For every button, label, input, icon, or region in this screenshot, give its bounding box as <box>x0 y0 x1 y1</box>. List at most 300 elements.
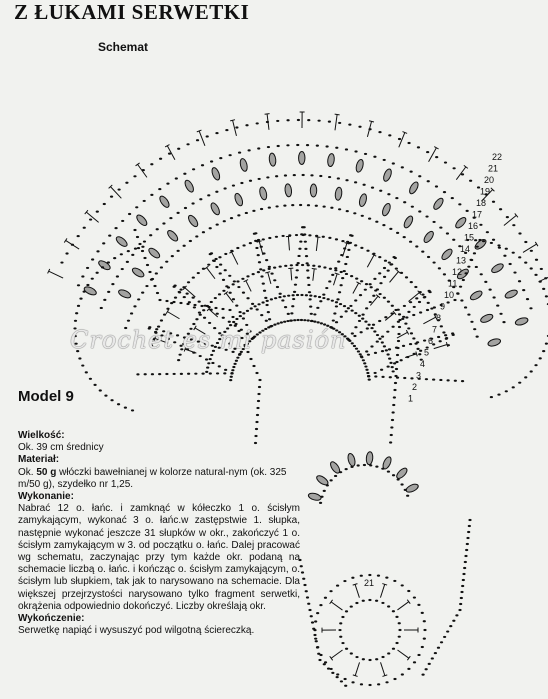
bottom-motif-arc <box>345 468 348 470</box>
chain-arc <box>307 319 310 321</box>
chain-arc <box>235 360 238 362</box>
chain-arc <box>346 210 349 212</box>
chain-arc <box>383 159 386 161</box>
bottom-chain <box>306 596 309 598</box>
lobe-line <box>456 292 459 294</box>
bottom-motif-ring <box>341 642 344 644</box>
lobe-arc <box>539 357 542 359</box>
chain-arc <box>293 174 296 176</box>
chain-lattice <box>223 372 226 374</box>
chain-lattice <box>369 283 372 285</box>
chain-lattice <box>224 269 227 271</box>
lobe-line <box>249 358 252 360</box>
chain-arc <box>121 220 124 222</box>
bobble-stitch <box>440 247 454 261</box>
bottom-motif-ring <box>421 612 424 614</box>
bottom-chain <box>301 571 304 573</box>
chain-arc <box>225 129 228 131</box>
chain-arc <box>248 149 251 151</box>
lobe-arc <box>117 403 120 405</box>
bottom-chain <box>452 620 455 622</box>
bobble-stitch <box>358 193 368 207</box>
chain-lattice <box>400 359 403 361</box>
chain-arc <box>137 247 140 249</box>
chain-arc <box>354 312 357 314</box>
chain-arc <box>358 315 361 317</box>
chain-lattice <box>265 259 268 261</box>
chain-arc <box>466 210 469 212</box>
lobe-line <box>392 404 395 406</box>
chain-lattice <box>336 298 339 300</box>
double-crochet <box>226 293 233 303</box>
bobble-stitch <box>469 289 483 301</box>
chain-lattice <box>350 235 353 237</box>
chain-lattice <box>381 336 384 338</box>
chain-arc <box>209 358 212 360</box>
chain-arc <box>489 289 492 291</box>
chain-lattice <box>201 372 204 374</box>
bobble-stitch <box>382 168 393 182</box>
chain-arc <box>438 267 441 269</box>
chain-arc <box>111 283 114 285</box>
chain-lattice <box>439 379 442 381</box>
chain-lattice <box>346 256 349 258</box>
chain-arc <box>283 205 286 207</box>
double-crochet <box>390 272 399 283</box>
bottom-chain <box>460 591 463 593</box>
lobe-line <box>234 323 237 325</box>
bottom-chain <box>466 543 469 545</box>
chain-lattice <box>219 263 222 265</box>
chain-arc <box>222 290 225 292</box>
chain-arc <box>371 186 374 188</box>
chain-arc <box>277 145 280 147</box>
bottom-motif-ring <box>398 629 401 631</box>
chain-arc <box>310 174 313 176</box>
lobe-line <box>136 236 139 238</box>
chain-arc <box>410 171 413 173</box>
bottom-motif-ring <box>351 681 354 683</box>
chain-lattice <box>235 305 238 307</box>
double-crochet <box>408 293 419 302</box>
chain-arc <box>379 190 382 192</box>
row-number-label: 9 <box>440 301 446 312</box>
lobe-line <box>256 407 259 409</box>
chain-arc <box>307 264 310 266</box>
chain-arc <box>232 321 235 323</box>
chain-lattice <box>388 261 391 263</box>
chain-arc <box>359 353 362 355</box>
bottom-chain <box>305 590 308 592</box>
chain-arc <box>307 119 310 121</box>
bottom-motif-ring <box>314 620 317 622</box>
chain-arc <box>299 204 302 206</box>
chain-arc <box>262 269 265 271</box>
chain-arc <box>309 295 312 297</box>
chain-arc <box>296 144 299 146</box>
lobe-arc <box>104 394 107 396</box>
lobe-line <box>405 316 408 318</box>
chain-lattice <box>276 286 279 288</box>
chain-arc <box>219 157 222 159</box>
chain-arc <box>187 281 190 283</box>
chain-lattice <box>347 339 350 341</box>
bottom-chain <box>315 640 318 642</box>
bobble-stitch <box>310 184 316 197</box>
chain-lattice <box>144 373 147 375</box>
chain-lattice <box>425 378 428 380</box>
chain-lattice <box>461 380 464 382</box>
chain-lattice <box>359 294 362 296</box>
bottom-chain <box>460 597 463 599</box>
chain-arc <box>242 244 245 246</box>
edge-stitch <box>138 164 147 177</box>
chain-lattice <box>390 263 393 265</box>
chain-lattice <box>361 314 364 316</box>
chain-lattice <box>415 297 418 299</box>
chain-arc <box>233 363 236 365</box>
chain-lattice <box>225 285 228 287</box>
bottom-motif-ring <box>345 648 348 650</box>
chain-arc <box>499 313 502 315</box>
chain-arc <box>300 294 303 296</box>
chain-arc <box>229 154 232 156</box>
chain-arc <box>133 175 136 177</box>
bottom-chain <box>466 537 469 539</box>
lobe-arc <box>134 248 137 250</box>
chain-arc <box>522 289 525 291</box>
chain-arc <box>360 247 363 249</box>
chain-arc <box>160 319 163 321</box>
chain-arc <box>373 156 376 158</box>
chain-lattice <box>297 255 300 257</box>
chain-arc <box>286 119 289 121</box>
chain-arc <box>409 241 412 243</box>
chain-arc <box>348 124 351 126</box>
chain-lattice <box>294 284 297 286</box>
bottom-motif-ring <box>393 678 396 680</box>
chain-lattice <box>344 263 347 265</box>
chain-arc <box>376 334 379 336</box>
chain-arc <box>368 379 371 381</box>
chain-arc <box>415 245 418 247</box>
chain-arc <box>364 321 367 323</box>
lobe-arc <box>534 364 537 366</box>
bottom-motif-ring <box>339 622 342 624</box>
chain-arc <box>362 359 365 361</box>
chain-arc <box>382 224 385 226</box>
chain-arc <box>416 348 419 350</box>
chain-arc <box>174 297 177 299</box>
chain-arc <box>257 303 260 305</box>
bottom-motif-ring <box>343 678 346 680</box>
bottom-motif-ring <box>336 584 339 586</box>
lobe-arc <box>107 261 110 263</box>
bottom-chain <box>327 667 330 669</box>
chain-lattice <box>439 340 442 342</box>
lobe-arc <box>74 320 77 322</box>
chain-arc <box>479 224 482 226</box>
chain-arc <box>121 268 124 270</box>
bottom-motif-ring <box>413 661 416 663</box>
lobe-arc <box>524 376 527 378</box>
lobe-line <box>470 259 473 261</box>
chain-lattice <box>309 298 312 300</box>
chain-lattice <box>299 240 302 242</box>
chain-arc <box>145 285 148 287</box>
chain-arc <box>401 166 404 168</box>
chain-arc <box>189 240 192 242</box>
chain-lattice <box>186 293 189 295</box>
chain-lattice <box>372 324 375 326</box>
chain-arc <box>366 250 369 252</box>
row-number-label: 1 <box>408 393 414 404</box>
edge-stitch <box>429 148 437 162</box>
bobble-stitch <box>158 195 171 209</box>
chain-arc <box>229 379 232 381</box>
double-crochet <box>315 237 320 238</box>
edge-stitch <box>369 121 374 122</box>
lobe-arc <box>490 242 493 244</box>
chain-lattice <box>366 327 369 329</box>
chain-arc <box>473 328 476 330</box>
chain-arc <box>216 223 219 225</box>
bottom-motif-ring <box>392 648 395 650</box>
lobe-line <box>146 264 149 266</box>
chain-lattice <box>268 266 271 268</box>
bottom-motif-ring <box>350 605 353 607</box>
chain-lattice <box>257 239 260 241</box>
bottom-motif-ring <box>377 575 380 577</box>
lobe-line <box>462 279 465 281</box>
bobble-stitch <box>147 246 161 259</box>
motif-stitch <box>407 600 410 604</box>
chain-lattice <box>263 290 266 292</box>
chain-lattice <box>378 320 381 322</box>
bobble-stitch <box>308 492 322 502</box>
chain-arc <box>177 359 180 361</box>
bobble-stitch <box>405 483 419 494</box>
bottom-motif-ring <box>351 577 354 579</box>
chain-arc <box>363 362 366 364</box>
chain-arc <box>337 177 340 179</box>
bobble-stitch <box>347 453 357 467</box>
chain-lattice <box>279 293 282 295</box>
row-number-label: 2 <box>412 382 418 392</box>
chain-lattice <box>445 337 448 339</box>
chain-lattice <box>194 373 197 375</box>
chain-arc <box>467 313 470 315</box>
chain-arc <box>232 283 235 285</box>
chain-arc <box>518 232 521 234</box>
chain-arc <box>150 163 153 165</box>
motif-stitch <box>380 584 384 597</box>
row-number-label: 13 <box>456 255 467 266</box>
chain-arc <box>353 345 356 347</box>
chain-lattice <box>203 317 206 319</box>
chain-lattice <box>394 257 397 259</box>
chain-lattice <box>409 343 412 345</box>
chain-arc <box>384 260 387 262</box>
chain-arc <box>141 292 144 294</box>
chain-lattice <box>211 362 214 364</box>
lobe-line <box>390 434 393 436</box>
bottom-motif-ring <box>314 638 317 640</box>
chain-lattice <box>353 335 356 337</box>
bobble-stitch <box>335 187 343 201</box>
row-number-label: 20 <box>484 175 495 185</box>
work-label: Wykonanie: <box>18 491 74 503</box>
chain-lattice <box>325 287 328 289</box>
bobble-stitch <box>402 215 414 229</box>
chain-lattice <box>432 378 435 380</box>
motif-stitch <box>355 662 359 675</box>
double-crochet <box>265 272 270 273</box>
lobe-line <box>394 375 397 377</box>
chain-lattice <box>345 310 348 312</box>
lobe-line <box>467 266 470 268</box>
lobe-line <box>151 278 154 280</box>
bottom-motif-ring <box>413 596 416 598</box>
bottom-motif-arc <box>357 464 360 466</box>
chain-lattice <box>296 269 299 271</box>
bottom-motif-ring <box>392 610 395 612</box>
chain-arc <box>108 235 111 237</box>
chain-arc <box>237 214 240 216</box>
chain-lattice <box>386 331 389 333</box>
chain-arc <box>319 175 322 177</box>
bottom-motif-ring <box>381 656 384 658</box>
lobe-line <box>200 305 203 307</box>
chain-arc <box>77 284 80 286</box>
chain-lattice <box>212 259 215 261</box>
chain-arc <box>262 238 265 240</box>
chain-arc <box>133 305 136 307</box>
lobe-arc <box>524 262 527 264</box>
chain-arc <box>268 268 271 270</box>
chain-arc <box>469 180 472 182</box>
chain-arc <box>357 350 360 352</box>
chain-arc <box>540 268 543 270</box>
lobe-line <box>412 314 415 316</box>
bobble-stitch <box>422 230 435 244</box>
bottom-chain <box>461 585 464 587</box>
chain-arc <box>100 307 103 309</box>
chain-arc <box>367 324 370 326</box>
bottom-motif-arc <box>319 502 322 504</box>
lobe-line <box>138 243 141 245</box>
chain-arc <box>361 215 364 217</box>
chain-arc <box>353 212 356 214</box>
chain-arc <box>297 119 300 121</box>
chain-arc <box>214 297 217 299</box>
lobe-arc <box>505 248 508 250</box>
bottom-motif-ring <box>423 637 426 639</box>
lobe-arc <box>93 384 96 386</box>
chain-arc <box>392 162 395 164</box>
chain-arc <box>218 256 221 258</box>
motif-row-label: 21 <box>364 578 375 588</box>
lobe-arc <box>518 256 521 258</box>
bobble-stitch <box>454 216 468 230</box>
chain-arc <box>427 256 430 258</box>
chain-arc <box>239 315 242 317</box>
edge-stitch <box>199 131 205 146</box>
chain-arc <box>155 272 158 274</box>
bottom-motif-ring <box>401 673 404 675</box>
double-crochet <box>313 269 314 281</box>
bobble-stitch <box>408 181 420 195</box>
bottom-chain <box>449 625 452 627</box>
chain-lattice <box>373 278 376 280</box>
size-label: Wielkość: <box>18 430 65 441</box>
chain-arc <box>389 362 392 364</box>
bottom-chain <box>465 549 468 551</box>
chain-arc <box>261 301 264 303</box>
chain-lattice <box>423 296 426 298</box>
chain-arc <box>340 271 343 273</box>
chain-lattice <box>349 242 352 244</box>
chain-arc <box>347 307 350 309</box>
lobe-arc <box>110 399 113 401</box>
bottom-motif-arc <box>363 464 366 466</box>
lobe-line <box>396 347 399 349</box>
chain-arc <box>118 188 121 190</box>
row-number-label: 11 <box>448 278 458 289</box>
chain-arc <box>401 318 404 320</box>
row-number-label: 4 <box>420 359 426 369</box>
chain-lattice <box>256 308 259 310</box>
chain-lattice <box>392 326 395 328</box>
chain-arc <box>135 206 138 208</box>
chain-arc <box>252 210 255 212</box>
lobe-arc <box>497 393 500 395</box>
chain-arc <box>418 210 421 212</box>
bottom-chain <box>462 579 465 581</box>
chain-arc <box>308 234 311 236</box>
chain-arc <box>388 358 391 360</box>
chain-arc <box>345 273 348 275</box>
bottom-chain <box>302 578 305 580</box>
chain-lattice <box>340 316 343 318</box>
material-rest: włóczki bawełnianej w kolorze natural-nym (ok. 325 m/50 g), szydełko nr 1,25. <box>18 466 287 490</box>
chain-arc <box>65 252 68 254</box>
chain-arc <box>410 281 413 283</box>
chain-arc <box>499 208 502 210</box>
bobble-stitch <box>355 159 365 173</box>
chain-arc <box>215 191 218 193</box>
chain-arc <box>345 179 348 181</box>
bobble-stitch <box>479 313 493 324</box>
chain-lattice <box>183 296 186 298</box>
motif-stitch <box>381 662 385 675</box>
chain-lattice <box>365 307 368 309</box>
edge-stitch <box>523 244 537 252</box>
chain-arc <box>210 301 213 303</box>
chain-arc <box>440 325 443 327</box>
double-crochet <box>434 344 447 348</box>
bobble-stitch <box>381 456 392 470</box>
chain-lattice <box>306 269 309 271</box>
lobe-arc <box>518 382 521 384</box>
chain-arc <box>320 322 323 324</box>
bottom-chain <box>316 646 319 648</box>
chain-lattice <box>224 369 227 371</box>
chain-arc <box>301 264 304 266</box>
chain-arc <box>291 204 294 206</box>
lobe-line <box>214 307 217 309</box>
chain-lattice <box>215 266 218 268</box>
